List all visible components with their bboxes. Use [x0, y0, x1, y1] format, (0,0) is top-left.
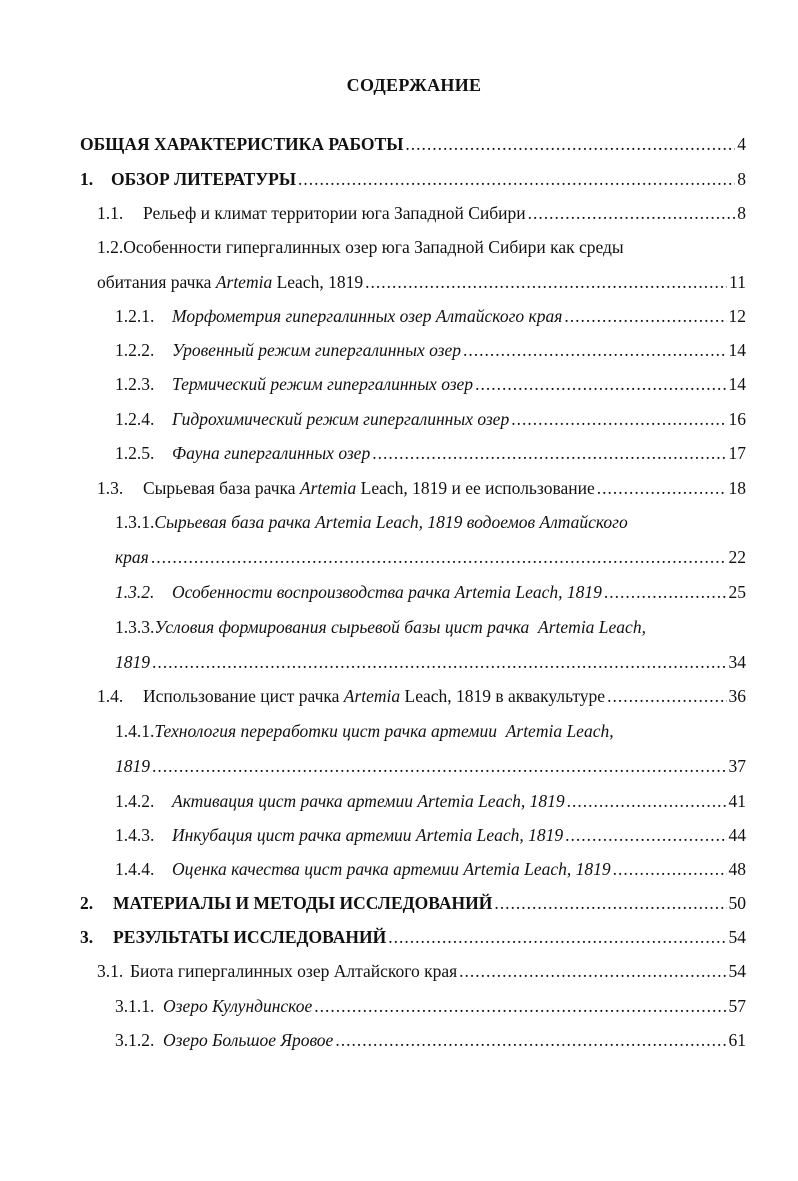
toc-leader	[475, 376, 726, 394]
toc-entry[interactable]	[80, 136, 746, 154]
toc-entry-number: 1.3.2.	[115, 582, 155, 602]
toc-entry-text: обитания рачка	[97, 272, 216, 292]
toc-entry-text: Условия формирования сырьевой базы цист рачка Artemia Leach,	[154, 617, 646, 637]
toc-entry-text: Особенности воспроизводства рачка Artemia Leach, 1819	[172, 582, 602, 602]
toc-entry-page: 41	[728, 791, 746, 811]
toc-entry[interactable]	[97, 963, 746, 981]
toc-entry-number: 3.	[80, 927, 94, 947]
toc-entry[interactable]	[115, 549, 746, 567]
toc-leader	[298, 171, 735, 189]
toc-entry-number: 1.4.4.	[115, 859, 155, 879]
toc-entry-text: Оценка качества цист рачка артемии Artemia Leach, 1819	[172, 859, 611, 879]
toc-entry-text: МАТЕРИАЛЫ И МЕТОДЫ ИССЛЕДОВАНИЙ	[113, 893, 493, 913]
toc-entry-text: Морфометрия гипергалинных озер Алтайского края	[172, 306, 563, 326]
toc-entry[interactable]	[115, 998, 746, 1016]
toc-title: СОДЕРЖАНИЕ	[346, 75, 482, 95]
toc-leader	[372, 445, 726, 463]
toc-entry-number: 1.4.1.	[115, 721, 155, 741]
toc-leader	[511, 411, 726, 429]
toc-entry-number: 1.2.5.	[115, 443, 155, 463]
toc-entry-page: 37	[728, 756, 746, 776]
toc-entry-page: 61	[728, 1030, 746, 1050]
toc-entry-page: 54	[728, 961, 746, 981]
toc-entry-page: 22	[728, 547, 746, 567]
toc-entry-text: Гидрохимический режим гипергалинных озер	[172, 409, 510, 429]
toc-entry[interactable]	[115, 376, 746, 394]
toc-entry-text: 1819	[115, 756, 150, 776]
toc-leader	[365, 274, 727, 292]
toc-entry-page: 34	[728, 652, 746, 672]
toc-entry-number: 3.1.	[97, 961, 124, 981]
toc-entry-text: Leach, 1819 в аквакультуре	[400, 686, 606, 706]
toc-entry-text: Уровенный режим гипергалинных озер	[172, 340, 461, 360]
toc-leader	[565, 827, 726, 845]
toc-entry[interactable]	[115, 654, 746, 672]
toc-entry-text: Leach, 1819	[272, 272, 364, 292]
toc-entry-text: ОБЗОР ЛИТЕРАТУРЫ	[111, 169, 297, 189]
toc-entry-number: 1.2.	[97, 237, 124, 257]
toc-entry-page: 18	[728, 478, 746, 498]
toc-entry-page: 8	[737, 203, 746, 223]
toc-leader	[314, 998, 726, 1016]
toc-entry-text-italic: Artemia	[299, 478, 357, 498]
toc-entry-number: 1.3.1.	[115, 512, 155, 532]
toc-leader	[463, 342, 727, 360]
toc-entry-text: ОБЩАЯ ХАРАКТЕРИСТИКА РАБОТЫ	[80, 134, 404, 154]
toc-leader	[597, 480, 727, 498]
toc-entry-page: 8	[737, 169, 746, 189]
toc-entry-text: Сырьевая база рачка	[143, 478, 300, 498]
toc-entry-page: 11	[729, 272, 746, 292]
toc-entry-page: 25	[728, 582, 746, 602]
toc-entry-text: Сырьевая база рачка Artemia Leach, 1819 водоемов Алтайского	[154, 512, 628, 532]
toc-entry-text: Рельеф и климат территории юга Западной Сибири	[143, 203, 526, 223]
toc-entry-number: 1.3.	[97, 478, 124, 498]
toc-entry[interactable]	[115, 445, 746, 463]
toc-entry-text: Фауна гипергалинных озер	[172, 443, 371, 463]
toc-entry-number: 1.4.2.	[115, 791, 155, 811]
toc-entry[interactable]	[115, 827, 746, 845]
toc-entry-page: 16	[728, 409, 746, 429]
toc-entry[interactable]	[115, 861, 746, 879]
toc-leader	[405, 136, 735, 154]
toc-entry-number: 1.2.2.	[115, 340, 155, 360]
toc-entry-number: 1.2.3.	[115, 374, 155, 394]
toc-entry[interactable]	[80, 929, 746, 947]
toc-entry-number: 1.2.1.	[115, 306, 155, 326]
toc-entry-page: 44	[728, 825, 746, 845]
toc-entry-line1[interactable]	[115, 723, 614, 741]
toc-leader	[604, 584, 727, 602]
toc-entry-line1[interactable]	[115, 514, 628, 532]
toc-leader	[567, 793, 727, 811]
toc-entry-text: Биота гипергалинных озер Алтайского края	[130, 961, 458, 981]
toc-leader	[607, 688, 726, 706]
toc-leader	[528, 205, 736, 223]
toc-leader	[564, 308, 726, 326]
toc-entry-page: 48	[728, 859, 746, 879]
toc-entry[interactable]	[80, 171, 746, 189]
toc-leader	[494, 895, 726, 913]
toc-entry-text: Использование цист рачка	[143, 686, 344, 706]
toc-leader	[152, 654, 727, 672]
toc-leader	[152, 758, 727, 776]
toc-entry-text: Озеро Кулундинское	[163, 996, 313, 1016]
toc-entry-text: Leach, 1819 и ее использование	[356, 478, 595, 498]
toc-leader	[151, 549, 727, 567]
toc-entry-text: края	[115, 547, 149, 567]
toc-entry-page: 12	[728, 306, 746, 326]
toc-entry-number: 1.1.	[97, 203, 124, 223]
toc-entry[interactable]	[115, 584, 746, 602]
toc-entry[interactable]	[115, 342, 746, 360]
toc-entry[interactable]	[97, 274, 746, 292]
toc-entry[interactable]	[115, 758, 746, 776]
toc-leader	[459, 963, 726, 981]
toc-entry-number: 1.4.3.	[115, 825, 155, 845]
toc-entry-text: Термический режим гипергалинных озер	[172, 374, 474, 394]
toc-leader	[335, 1032, 726, 1050]
toc-entry-text: РЕЗУЛЬТАТЫ ИССЛЕДОВАНИЙ	[113, 927, 387, 947]
toc-entry-page: 50	[728, 893, 746, 913]
toc-entry-number: 1.4.	[97, 686, 124, 706]
toc-entry-number: 3.1.1.	[115, 996, 155, 1016]
toc-entry-page: 17	[728, 443, 746, 463]
toc-leader	[613, 861, 727, 879]
toc-entry[interactable]	[97, 688, 746, 706]
toc-entry-text: Активация цист рачка артемии Artemia Leach, 1819	[172, 791, 565, 811]
toc-entry[interactable]	[97, 480, 746, 498]
toc-entry-text-italic: Artemia	[343, 686, 401, 706]
toc-entry[interactable]	[115, 1032, 746, 1050]
toc-entry[interactable]	[115, 411, 746, 429]
toc-entry-text: Инкубация цист рачка артемии Artemia Leach, 1819	[172, 825, 564, 845]
toc-entry-number: 3.1.2.	[115, 1030, 155, 1050]
toc-entry[interactable]	[97, 205, 746, 223]
toc-entry-line1[interactable]	[97, 239, 624, 257]
toc-entry-number: 2.	[80, 893, 94, 913]
toc-entry-text: 1819	[115, 652, 150, 672]
toc-entry[interactable]	[80, 895, 746, 913]
toc-entry-text-italic: Artemia	[215, 272, 273, 292]
toc-entry-page: 57	[728, 996, 746, 1016]
toc-entry-page: 4	[737, 134, 746, 154]
toc-entry-text: Технология переработки цист рачка артемии Artemia Leach,	[154, 721, 614, 741]
toc-entry-page: 14	[728, 374, 746, 394]
toc-entry-page: 36	[728, 686, 746, 706]
toc-entry-page: 54	[728, 927, 746, 947]
toc-entry-number: 1.	[80, 169, 94, 189]
toc-entry[interactable]	[115, 793, 746, 811]
toc-leader	[388, 929, 726, 947]
toc-entry-text: Особенности гипергалинных озер юга Западной Сибири как среды	[123, 237, 624, 257]
toc-entry-page: 14	[728, 340, 746, 360]
toc-entry-line1[interactable]	[115, 619, 646, 637]
toc-entry-text: Озеро Большое Яровое	[163, 1030, 334, 1050]
toc-entry[interactable]	[115, 308, 746, 326]
toc-entry-number: 1.3.3.	[115, 617, 155, 637]
toc-entry-number: 1.2.4.	[115, 409, 155, 429]
